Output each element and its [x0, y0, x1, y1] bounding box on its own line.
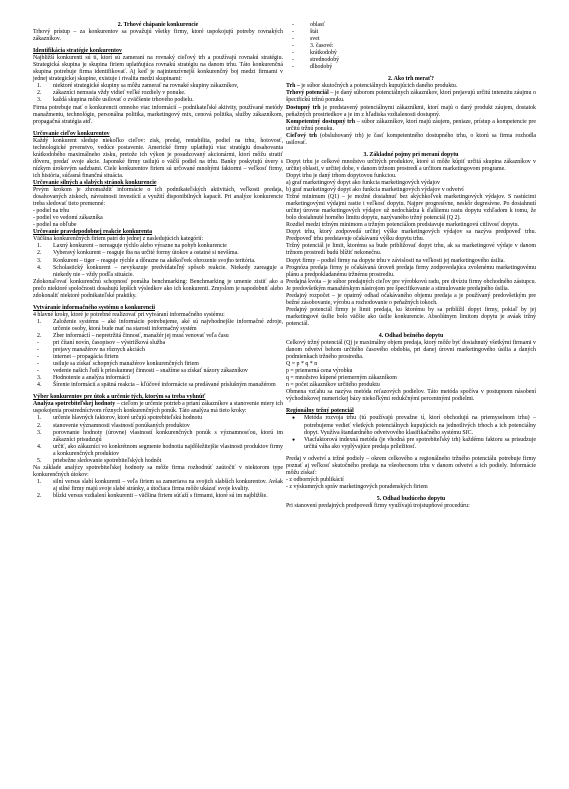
list-item: 1. niektoré strategické skupiny sa môžu zamerať na rovnaké skupiny zákazníkov,	[37, 83, 239, 90]
section-title: 2. Trhové chápanie konkurencie	[117, 22, 199, 28]
paragraph: Dopyt trhu, ktorý zodpovedá určitej výške marketingových výdajov sa nazýva predpoveď trhu. Predpoveď trhu predstavuje očakávanú výšku dopytu trhu.	[286, 229, 536, 243]
paragraph: Dostupný trh je predstavený potenciálnymi zákazníkmi, ktorí majú o daný produkt záujem, dostatok peňažných prostriedkov a je im z hľadiska vzdialenosti dostupný.	[286, 104, 536, 118]
list-item: 3. každá skupina môže usilovať o zväčšenie trhového podielu.	[37, 97, 194, 104]
paragraph: Prvým krokom je zhromaždiť informácie o ich podnikateľských aktivitách, veľkosti predaja, dosahovaných ziskoch, návratnosti investícií a využití disponibilných kapacít. Pri analýze konkurencie treba sledovať tieto premenné:	[33, 187, 283, 208]
list-item: - štát	[292, 29, 319, 36]
list-item: 1. určenie hlavných faktorov, ktoré určujú spotrebiteľskú hodnotu	[37, 415, 203, 422]
list-item: 2. Vyberavý konkurent – reaguje iba na určité formy útokov a ostatné si nevšíma.	[37, 250, 239, 257]
list-item: ● Viacfaktorová indexná metóda (je vhodná pre spotrebiteľský trh) každému faktoru sa prisudzuje určitá váha ako vyplývajúce predaja príležitosť.	[292, 436, 536, 450]
list-item: 4. Scholastický konkurent – nevykazuje predvídateľný spôsob reakcie. Niekedy zareaguje a niekedy nie – vždy podľa situácie.	[37, 264, 283, 278]
list-item: - dlhodobý	[292, 64, 333, 71]
list-item: - podiel vo vedomí zákazníka	[33, 215, 103, 222]
right-column	[286, 22, 536, 510]
paragraph: Predajná kvóta – je súbor predajných cieľov pre výrobkovú radu, pre divíziu firmy obchodného zástupcu. Je predovšetkým manažérskym nástrojom pre špecifikovanie a stimulovanie predajného úsilia.	[286, 278, 536, 292]
list-item: - z odborných publikácií	[286, 476, 344, 483]
paragraph: Celkový tržný potenciál (Q) je maximálny objem predaja, ktorý môže byť dosiahnutý všetkými firmami v danom odvetví behom určitého časového obdobia, pri danej úrovni marketingového úsilia a daných podmienkach tržného prostredia.	[286, 340, 536, 361]
list-item: - podiel na obľube	[33, 222, 77, 229]
paragraph: Zdokonaľovať konkurenčnú schopnosť pomáha benchmarking: Benchmarking je umenie zistiť ako a prečo niektoré spoločnosti dosahujú lepších výsledkov ako ich konkurenti. Zmyslom je napodobniť alebo zdokonaliť niektoré podnikateľské praktiky.	[33, 278, 283, 299]
paragraph: Dopyt firmy – podiel firmy na dopyte trhu v závislosti na veľkosti jej marketingového úsilia.	[286, 257, 505, 264]
list-item: - z výskumných správ marketingových poradenských firiem	[286, 483, 428, 490]
numbered-list	[33, 479, 283, 500]
paragraph: Najbližší konkurenti sú tí, ktorí sú zameraní na rovnaký cieľový trh a používajú rovnakú stratégiu. Strategická skupina je skupina firiem uplatňujúca rovnakú stratégiu na danom trhu. Táto konkurenčná skupina potrebuje firma identifikovať. Aj keď je najintenzívnejší konkurenčný boj medzi firmami v jednej strategickej skupine, existuje i rivalita medzi skupinami:	[33, 55, 283, 83]
paragraph: Dopyt trhu je daný trhom dopytovou funkciou.	[286, 172, 397, 179]
left-column	[33, 22, 283, 500]
list-item: 2. blízki versus vzdialení konkurenti – väčšina firiem súťaží s firmami, ktoré sú im najbližšie.	[37, 493, 268, 499]
list-item: 1. Laxný konkurent – nereaguje rýchlo alebo výrazne na pohyb konkurencie	[37, 243, 227, 250]
section-title: 4. Odhad bežného dopytu	[378, 332, 444, 339]
paragraph: Dopyt trhu je celkové množstvo určitých produktov, ktoré si môže kúpiť určitá skupina zákazníkov v určitej oblasti, v určitej dobe, v danom tržnom prostredí a určitom marketingovom programe.	[286, 158, 536, 172]
formula-item: n = počet zákazníkov určitého produktu	[286, 382, 380, 389]
subsection-title: Identifikácia stratégie konkurentov	[33, 48, 122, 55]
section-title: 5. Odhad budúceho dopytu	[376, 495, 446, 502]
paragraph: 4 hlavné kroky, ktoré je potrebné realizovať pri vytváraní informačného systému:	[33, 311, 225, 318]
list-item: 4. Šírenie informácií a spätná reakcia – kľúčové informácie sa predávané príslušným manažérom	[37, 382, 276, 389]
paragraph: Predajný rozpočet – je opatrný odhad očakávaného objemu predaja a je používaný predovšetkým pre bežné zásobovanie, výrobu a rozhodovanie o peňažných tokoch.	[286, 292, 536, 306]
subsection-title: Vytváranie informačného systému o konkurencii	[33, 304, 156, 311]
list-item: - pri čítaní novín, časopisov – výstrižková služba	[37, 340, 166, 347]
paragraph: Prognóza predaja firmy je očakávaná úroveň predaja firmy zodpovedajúca zvolenému marketingovému plánu a predpokladanému tržnému prostrediu.	[286, 264, 536, 278]
list-item: 3. porovnanie hodnoty (úrovne) vlastností konkurenčných ponúk s významnosťou, ktorú im zákazníci prisudzujú	[37, 429, 283, 443]
paragraph: Trhový potenciál – je daný súborom potenciálnych zákazníkov, ktorí prejavujú určitú intenzitu záujmu o špecifickú tržnú ponuku.	[286, 90, 536, 104]
subsection-title: Výber konkurentov pre útok a určenie tých, ktorým sa treba vyhnúť	[33, 394, 206, 401]
paragraph: Tržný potenciál je limit, ktorému sa bude približovať dopyt trhu, ak sa marketingové výdaje v danom tržnom prostredí budú blížiť nekonečnu.	[286, 243, 536, 257]
paragraph: Väčšina konkurenčných firiem patrí do jednej z nasledujúcich kategórií:	[33, 236, 204, 243]
paragraph: Rozdiel medzi tržným minimom a tržným potenciálom predstavuje marketingovú citlivosť dopytu.	[286, 222, 520, 229]
paragraph: Predajný potenciál firmy je limit predaja, ku ktorému by sa priblížil dopyt firmy, pokiaľ by jej marketingové úsilie bolo väčšie ako úsilie konkurencie. Absolútnym limitom dopytu je aváak tržný potenciál.	[286, 306, 536, 327]
list-item: 3. Hodnotenie a analýza informácií	[37, 375, 131, 382]
subsection-title: Určovanie cieľov konkurentov	[33, 130, 110, 137]
numbered-list	[33, 319, 283, 389]
paragraph: Cieľový trh (obsluhovaný trh) je časť kompetentného dostupného trhu, o ktorú sa firma rozhodla usilovať.	[286, 132, 536, 146]
paragraph: Tržné minimum (Q1) – je možné dosiahnuť bez akýchkoľvek marketingových výdajov. S rastúcimi marketingovými výdajmi rastie i veľkosť dopytu. Najprv progresívne, neskôr degresívne. Po dosiahnutí určitej úrovne marketingových výdajov už nedochádza k ďalšiemu rastu dopytu vzhľadom k tomu, že bolo dosiahnuté horného limitu dopytu, nazývaného tržný potenciál (Q 2).	[286, 194, 536, 222]
list-item: - 3. časové:	[292, 43, 334, 50]
numbered-list	[33, 83, 283, 104]
list-item: 5. priebežne sledovanie spotrebiteľských hodnôt	[37, 457, 162, 464]
bullet-list	[286, 415, 536, 450]
list-item: ● Metóda rozvoja trhu (tú používajú prevažne tí, ktorí obchodujú na priemyselnom trhu) – potrebujeme vedieť všetkých potenciálnych kupujúcich na jednotlivých trhoch a ich potenciálny dopyt. Využíva štandardného odvetvového klasifikačného systému SIC.	[292, 415, 536, 436]
paragraph: Analýza spotrebiteľskej hodnoty – cieľom je určenie potrieb a prianí zákazníkov a stanovenie miery ich uspokojenia prostredníctvom rôznych konkurenčných ponúk. Táto analýza má tieto kroky:	[33, 401, 283, 415]
paragraph: Obmena vzťahu sa nazýva metóda reťazových podielov. Táto metóda spočíva v postupnom násobení východiskovej numerickej bázy niekoľkými redukčnými percentnými podielmi.	[286, 389, 536, 403]
numbered-list	[33, 415, 283, 464]
list-item: 2. Zber informácií – nepretržitá činnosť, manažér jej musí venovať veľa času	[37, 332, 229, 339]
list-item: - internet – propagácia firiem	[37, 354, 119, 361]
list-item: - usiluje sa získať schopných manažérov konkurenčných firiem	[37, 361, 199, 368]
list-item: 4. určiť, ako zákazníci vo konkrétnom segmente hodnotia najdôležitejšie vlastnosti produktov firmy a konkurenčných produktov	[37, 443, 283, 457]
paragraph: Kompetentný dostupný trh – súbor zákazníkov, ktorí majú záujem, peniaze, prístup a kompetencie pre určitú tržnú ponuku.	[286, 118, 536, 132]
list-item: - oblasť	[292, 22, 325, 28]
paragraph: a) graf marketingový dopyt ako funkcia marketingových výdajov	[286, 179, 440, 186]
list-item: - strednodobý	[292, 57, 340, 64]
subsection-title: Určovanie silných a slabých stránok konkurencie	[33, 179, 157, 186]
numbered-list	[33, 243, 283, 278]
list-item: 2. zákazníci nemusia vždy vidieť veľké rozdiely v ponuke.	[37, 90, 186, 97]
list-item: - krátkodobý	[292, 50, 337, 57]
list-item: - podiel na trhu	[33, 208, 70, 215]
paragraph: b) graf marketingový dopyt ako funkcia marketingových výdajov v odvetví	[286, 187, 464, 194]
subsection-title: Určovanie pravdepodobnej reakcie konkurenta	[33, 229, 153, 236]
paragraph: Pri stanovení predajných predpovedí firmy využívajú trojstupňové procedúru:	[286, 503, 470, 509]
section-title: 2. Ako trh merať?	[388, 76, 434, 83]
list-item: 2. stanovenie významnosti vlastností ponúkaných produktov	[37, 422, 190, 429]
list-item: - svet	[292, 36, 320, 43]
list-item: - vedenie našich ľudí k prieskumnej činnosti – snažíme sa získať názory zákazníkov	[37, 368, 248, 375]
section-title: 3. Základné pojmy pri meraní dopytu	[363, 151, 459, 158]
formula-item: p = priemerná cena výrobku	[286, 368, 353, 375]
subsection-title: Regionálny tržný potenciál	[286, 408, 354, 415]
paragraph: Každý konkurent sleduje niekoľko cieľov: zisk, predaj, rentabilita, podiel na trhu, hotovosť, technologické prvenstvo, vedúce postavenie. Americké firmy uplatňujú viac stratégiu dosahovania krátkodobého maximálneho zisku, pretože ich výkon je posudzovaný akcionármi, ktorí môžu stratiť dôveru, predať svoje akcie. Japonské firmy usilujú o väčší podiel na trhu. Banky poskytujú úvery s nízkym úrokovým sadzbami. Ciele konkurentov firiem sú určované mnohými faktormi – veľkosť firmy, ich história, súčasná finančná situácia.	[33, 137, 283, 179]
paragraph: Trhový prístup – za konkurentov sa považujú všetky firmy, ktoré uspokojujú potreby rovnakých zákazníkov.	[33, 29, 283, 43]
paragraph: Firma potrebuje mať o konkurencii omnoho viac informácií – podnikateľské aktivity, používané metódy manažmentu, technológie, personálna politika, marketingový mix, cenová politika, služby zákazníkom, propagačná stratégia atď.	[33, 104, 283, 125]
paragraph: Predaj v odvetví a tržné podiely – okrem celkového a regionálneho tržného potenciálu potrebuje firmy poznať aj veľkosť skutočného predaja na všeobecnom trhu v danom odvetví a ich podiely. Informácie môžu získať:	[286, 455, 536, 476]
list-item: 3. Konkurent – tiger – reaguje rýchle a dôrazne na akékoľvek ohrozenie svojho teritória.	[37, 257, 256, 264]
paragraph: Trh – je súbor skutočných a potenciálnych kupujúcich daného produktu.	[286, 83, 458, 90]
list-item: 1. silní versus slabí konkurenti – veľa firiem sa zameriava na svojich slabších konkurentov. Avšak aj silné firmy majú svoje slabé stránky, a útočiaca firma môže ukázať svoje kvality.	[37, 478, 283, 492]
formula: Q = p * q * n	[286, 361, 318, 368]
paragraph: Na základe analýzy spotrebiteľskej hodnoty sa môže firma rozhodnúť zaútočiť v niektorom type konkurenčných útokov:	[33, 464, 283, 478]
formula-item: q = množstvo kúpené priemerným zákazníkom	[286, 375, 397, 382]
list-item: - prejavy manažérov na rôznych akciách	[37, 347, 145, 354]
dash-list	[286, 22, 536, 71]
list-item: 1. Založenie systému – aké informácie potrebujeme, aké sú najvhodnejšie informačné zdroje, určenie osoby, ktorá bude mať na starosti informačný systém	[37, 318, 283, 332]
